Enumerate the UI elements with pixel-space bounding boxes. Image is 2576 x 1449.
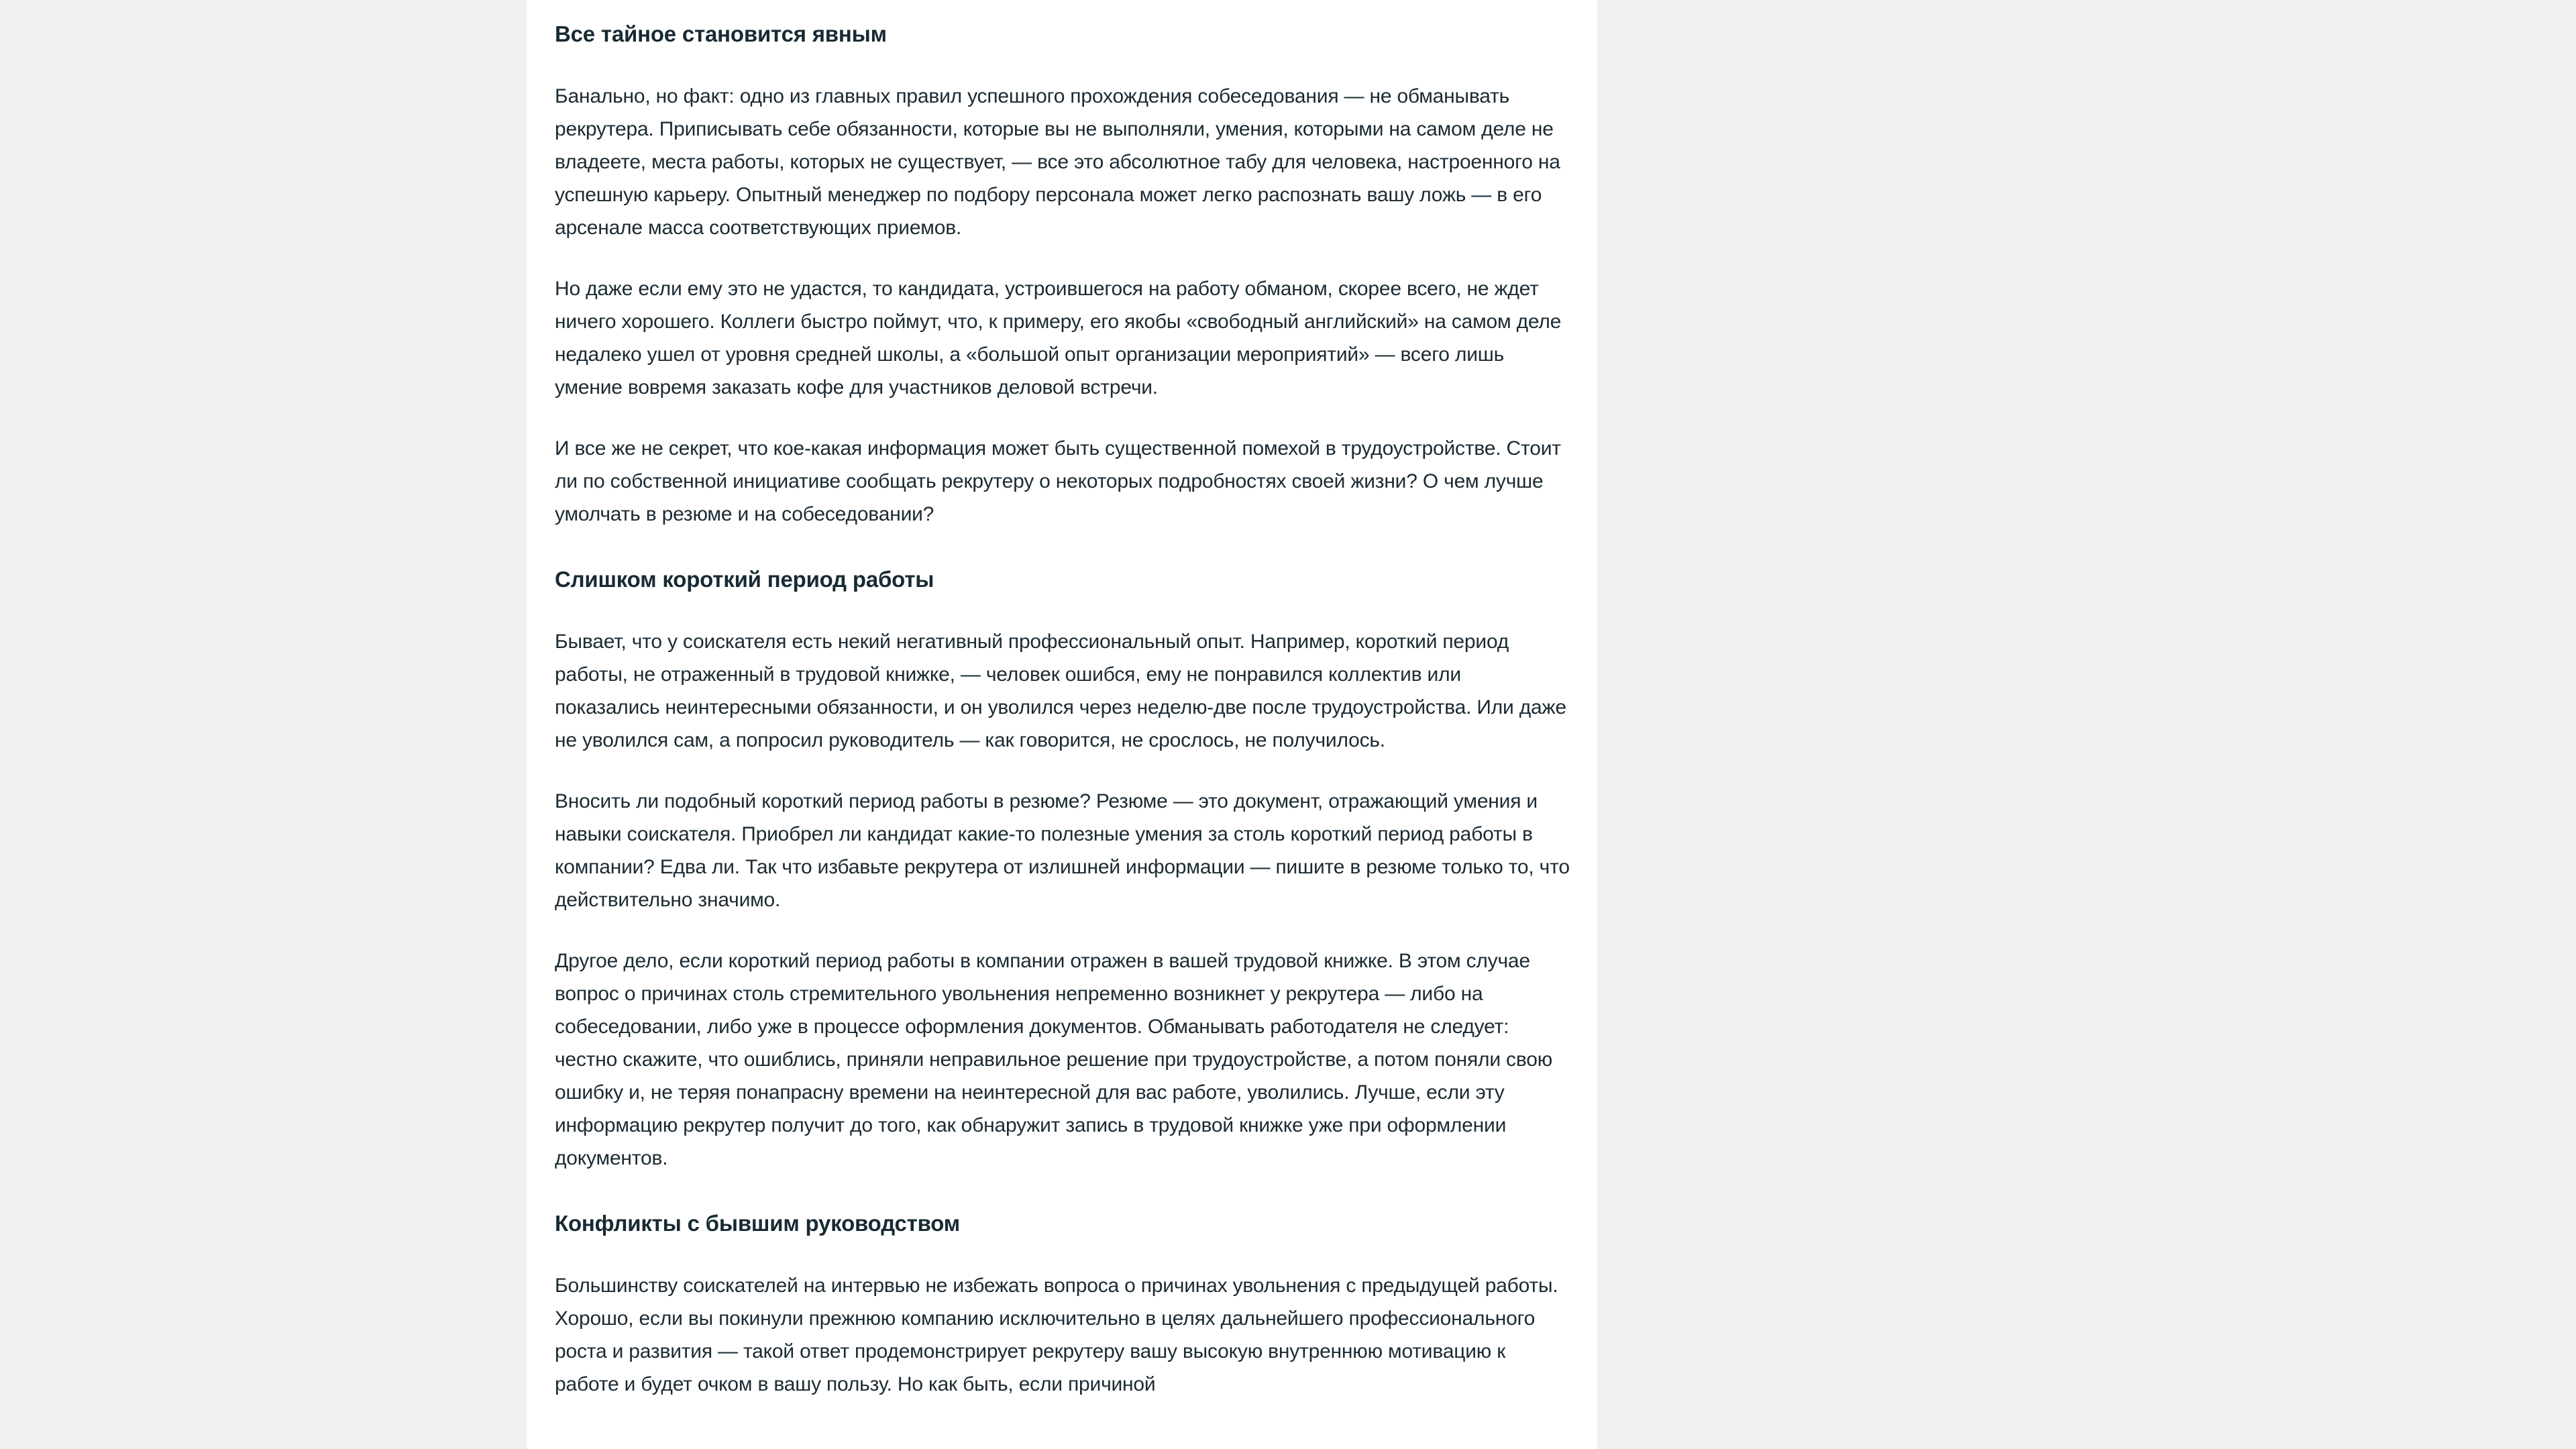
article-card [527, 0, 1598, 1449]
article-paragraph: Другое дело, если короткий период работы в компании отражен в вашей трудовой книжке. В этом случае вопрос о причинах столь стремительного увольнения непременно возникнет у рекрутера — либо на собеседовании, либо уже в процессе оформления документов. Обманывать работодателя не следует: честно скажите, что ошиблись, приняли неправильное решение при трудоустройстве, а потом поняли свою ошибку и, не теряя понапрасну времени на неинтересной для вас работе, уволились. Лучше, если эту информацию рекрутер получит до того, как обнаружит запись в трудовой книжке уже при оформлении документов. [555, 950, 1553, 1169]
article-paragraph: Вносить ли подобный короткий период работы в резюме? Резюме — это документ, отражающий умения и навыки соискателя. Приобрел ли кандидат какие-то полезные умения за столь короткий период работы в компании? Едва ли. Так что избавьте рекрутера от излишней информации — пишите в резюме только то, что действительно значимо. [555, 790, 1570, 911]
article-paragraph: И все же не секрет, что кое-какая информация может быть существенной помехой в трудоустройстве. Стоит ли по собственной инициативе сообщать рекрутеру о некоторых подробностях своей жизни? О чем лучше умолчать в резюме и на собеседовании? [555, 437, 1561, 525]
section-heading-conflicts-with-former-management: Конфликты с бывшим руководством [555, 1211, 961, 1236]
section-heading-short-work-period: Слишком короткий период работы [555, 567, 934, 592]
article-paragraph: Банально, но факт: одно из главных правил успешного прохождения собеседования — не обманывать рекрутера. Приписывать себе обязанности, которые вы не выполняли, умения, которыми на самом деле не владеете, места работы, которых не существует, — все это абсолютное табу для человека, настроенного на успешную карьеру. Опытный менеджер по подбору персонала может легко распознать вашу ложь — в его арсенале масса соответствующих приемов. [555, 85, 1560, 239]
article-paragraph: Но даже если ему это не удастся, то кандидата, устроившегося на работу обманом, скорее всего, не ждет ничего хорошего. Коллеги быстро поймут, что, к примеру, его якобы «свободный английский» на самом деле недалеко ушел от уровня средней школы, а «большой опыт организации мероприятий» — всего лишь умение вовремя заказать кофе для участников деловой встречи. [555, 278, 1562, 398]
article-paragraph: Большинству соискателей на интервью не избежать вопроса о причинах увольнения с предыдущей работы. Хорошо, если вы покинули прежнюю компанию исключительно в целях дальнейшего профессионального роста и развития — такой ответ продемонстрирует рекрутеру вашу высокую внутреннюю мотивацию к работе и будет очком в вашу пользу. Но как быть, если причиной [555, 1275, 1558, 1395]
article-paragraph: Бывает, что у соискателя есть некий негативный профессиональный опыт. Например, короткий период работы, не отраженный в трудовой книжке, — человек ошибся, ему не понравился коллектив или показались неинтересными обязанности, и он уволился через неделю-две после трудоустройства. Или даже не уволился сам, а попросил руководитель — как говорится, не срослось, не получилось. [555, 631, 1566, 751]
section-heading-secrets-revealed: Все тайное становится явным [555, 21, 887, 46]
